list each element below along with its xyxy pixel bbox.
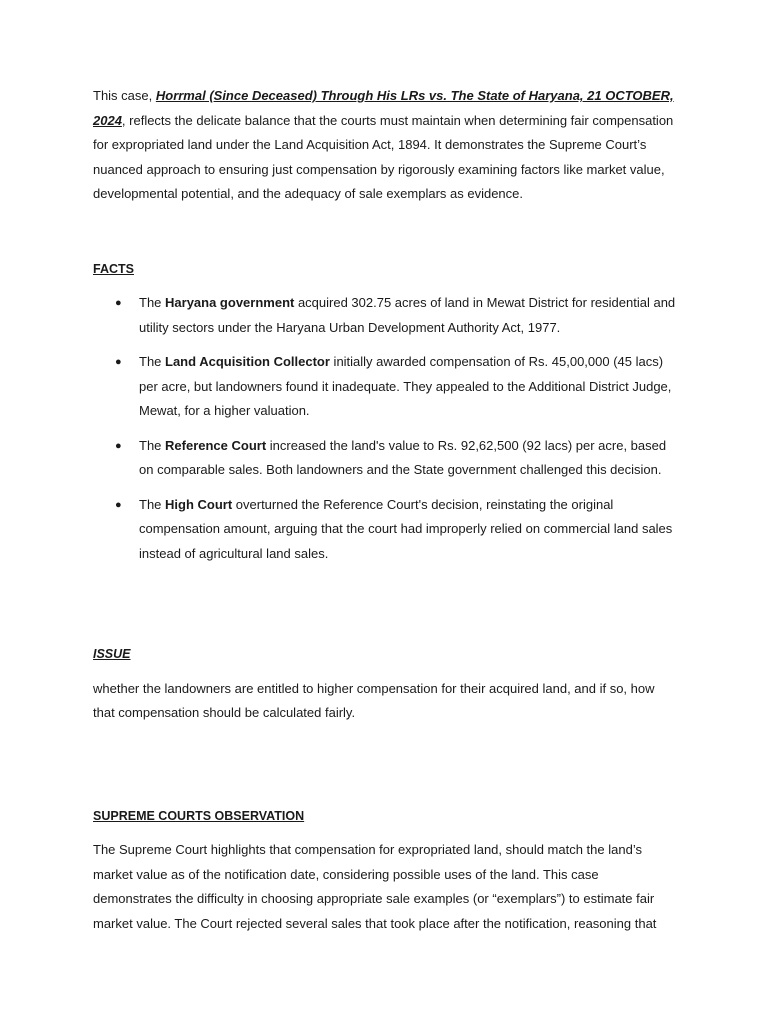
- fact-text: acquired 302.75 acres of land in Mewat District for residential and utility sectors under the Haryana Urban Development Authority Act, 1977.: [139, 295, 676, 335]
- fact-bold: Reference Court: [165, 437, 267, 453]
- bullet-icon: ●: [115, 297, 122, 309]
- intro-prefix: This case,: [93, 88, 156, 103]
- document-page: [93, 84, 678, 936]
- fact-text: overturned the Reference Court's decision, reinstating the original compensation amount, arguing that the court had improperly relied on commercial land sales instead of agricultural land sales.: [139, 496, 673, 561]
- fact-bold: Land Acquisition Collector: [165, 354, 330, 369]
- case-title: Horrmal (Since Deceased) Through His LRs vs. The State of Haryana, 21 OCTOBER, 2024: [93, 88, 674, 128]
- fact-prefix: The: [139, 437, 166, 453]
- fact-prefix: The: [139, 295, 166, 310]
- bullet-icon: ●: [115, 439, 122, 452]
- issue-heading: ISSUE: [93, 647, 131, 661]
- list-item: [93, 350, 678, 424]
- fact-prefix: The: [139, 496, 166, 512]
- intro-suffix: , reflects the delicate balance that the courts must maintain when determining fair compensation for expropriated land under the Land Acquisition Act, 1894. It demonstrates the Supreme Court’s nuanced approach to ensuring just compensation by rigorously examining factors like market value, developmental potential, and the adequacy of sale exemplars as evidence.: [93, 112, 674, 201]
- fact-text: initially awarded compensation of Rs. 45,00,000 (45 lacs) per acre, but landowners found it inadequate. They appealed to the Additional District Judge, Mewat, for a higher valuation.: [139, 354, 672, 418]
- fact-text: increased the land's value to Rs. 92,62,500 (92 lacs) per acre, based on comparable sales. Both landowners and the State government challenged this decision.: [139, 437, 667, 477]
- intro-paragraph: [93, 84, 678, 207]
- fact-bold: High Court: [165, 496, 233, 512]
- list-item: [93, 434, 678, 483]
- fact-bold: Haryana government: [165, 295, 295, 310]
- fact-prefix: The: [139, 354, 166, 369]
- facts-heading: FACTS: [93, 261, 134, 276]
- bullet-icon: ●: [115, 356, 122, 368]
- list-item: [93, 291, 678, 340]
- observation-text: The Supreme Court highlights that compensation for expropriated land, should match the land’s market value as of the notification date, considering possible uses of the land. This case demonstrates the difficulty in choosing appropriate sale examples (or “exemplars”) to estimate fair market value. The Court rejected several sales that took place after the notification, reasoning that: [93, 842, 657, 931]
- facts-list: [93, 291, 678, 566]
- issue-text: whether the landowners are entitled to higher compensation for their acquired land, and if so, how that compensation should be calculated fairly.: [93, 680, 655, 720]
- bullet-icon: ●: [115, 498, 122, 511]
- observation-heading: SUPREME COURTS OBSERVATION: [93, 808, 305, 823]
- list-item: [93, 493, 678, 567]
